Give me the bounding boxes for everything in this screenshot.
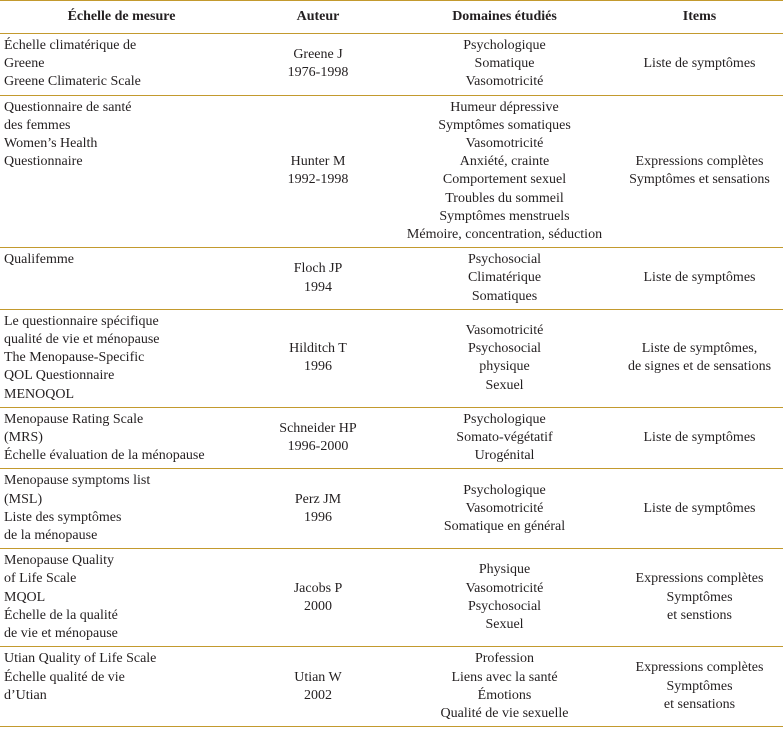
cell-domains-line: Somatiques <box>471 288 538 304</box>
cell-scale-line: of Life Scale <box>4 571 77 587</box>
cell-scale-line: MQOL <box>4 589 46 605</box>
cell-domains-line: Vasomotricité <box>465 136 544 152</box>
cell-domains-line: Vasomotricité <box>465 500 544 516</box>
cell-author <box>243 469 393 549</box>
cell-author-line: 1996 <box>304 509 332 525</box>
cell-scale-line <box>4 190 239 208</box>
table-body <box>0 34 783 727</box>
cell-domains-line: Symptômes menstruels <box>439 208 570 224</box>
cell-scale-line <box>4 269 239 287</box>
cell-domains-line: Comportement sexuel <box>442 172 567 188</box>
cell-scale-line: The Menopause-Specific <box>4 350 145 366</box>
table-row <box>0 549 783 647</box>
cell-items <box>616 647 783 727</box>
table-row <box>0 34 783 96</box>
cell-author-line: 2002 <box>304 687 332 703</box>
cell-domains <box>393 309 616 407</box>
cell-author-line: Hunter M <box>290 154 346 170</box>
cell-domains <box>393 407 616 469</box>
cell-domains-line: Liens avec la santé <box>451 669 558 685</box>
cell-scale-line: Questionnaire de santé <box>4 99 132 115</box>
cell-domains-line: physique <box>479 359 530 375</box>
cell-domains-line: Somatique en général <box>443 518 566 534</box>
cell-items-line: Liste de symptômes <box>643 270 756 286</box>
cell-domains-line: Qualité de vie sexuelle <box>440 705 569 721</box>
cell-author <box>243 309 393 407</box>
cell-scale-line: Échelle qualité de vie <box>4 669 125 685</box>
cell-author-line: Greene J <box>293 47 343 63</box>
cell-items-line: Liste de symptômes <box>643 500 756 516</box>
cell-scale <box>0 407 243 469</box>
cell-author-line: 1976-1998 <box>287 65 349 81</box>
cell-author-line: Jacobs P <box>293 580 343 596</box>
cell-scale-line <box>4 226 239 244</box>
cell-items-line: et sensations <box>663 696 736 712</box>
cell-scale <box>0 95 243 248</box>
cell-domains-line: Psychologique <box>463 411 546 427</box>
cell-domains <box>393 647 616 727</box>
cell-scale-line: Utian Quality of Life Scale <box>4 651 157 667</box>
cell-scale <box>0 309 243 407</box>
cell-scale <box>0 248 243 310</box>
cell-items-line: Expressions complètes <box>635 154 764 170</box>
cell-author <box>243 549 393 647</box>
cell-scale-line: Questionnaire <box>4 154 83 170</box>
cell-domains-line: Anxiété, crainte <box>459 154 550 170</box>
cell-domains-line: Psychosocial <box>467 252 542 268</box>
header-author: Auteur <box>243 1 393 34</box>
cell-items <box>616 309 783 407</box>
cell-domains-line: Troubles du sommeil <box>445 190 564 206</box>
cell-scale-line: Menopause Quality <box>4 553 115 569</box>
cell-author-line: Utian W <box>294 669 342 685</box>
cell-items <box>616 248 783 310</box>
cell-scale-line: Qualifemme <box>4 252 74 268</box>
cell-domains-line: Profession <box>474 651 535 667</box>
cell-scale-line: Women’s Health <box>4 136 98 152</box>
cell-items-line: et senstions <box>667 607 732 623</box>
cell-scale-line: d’Utian <box>4 687 47 703</box>
cell-scale <box>0 549 243 647</box>
cell-scale <box>0 647 243 727</box>
cell-scale <box>0 469 243 549</box>
cell-items <box>616 34 783 96</box>
cell-author-line: Floch JP <box>293 261 343 277</box>
cell-domains-line: Psychosocial <box>467 341 542 357</box>
cell-scale-line <box>4 705 239 723</box>
cell-items-line: Expressions complètes <box>635 660 764 676</box>
cell-author-line: 1996-2000 <box>287 439 349 455</box>
cell-scale-line: Échelle évaluation de la ménopause <box>4 448 205 464</box>
cell-author <box>243 248 393 310</box>
header-items: Items <box>616 1 783 34</box>
cell-domains-line: Somatique <box>474 56 535 72</box>
cell-domains-line: Climatérique <box>467 270 542 286</box>
cell-domains-line: Humeur dépressive <box>450 99 559 115</box>
cell-items-line: Symptômes <box>666 589 733 605</box>
cell-items-line: Liste de symptômes <box>643 56 756 72</box>
header-domains: Domaines étudiés <box>393 1 616 34</box>
cell-items-line: Symptômes <box>666 678 733 694</box>
cell-domains <box>393 248 616 310</box>
cell-domains-line: Sexuel <box>485 616 524 632</box>
cell-domains-line: Émotions <box>477 687 532 703</box>
cell-author-line: 2000 <box>304 598 332 614</box>
cell-scale-line: Échelle de la qualité <box>4 607 118 623</box>
table-row <box>0 309 783 407</box>
cell-items <box>616 469 783 549</box>
cell-author-line: Schneider HP <box>279 420 357 436</box>
cell-domains-line: Vasomotricité <box>465 322 544 338</box>
header-row <box>0 1 783 34</box>
cell-scale-line: MENOQOL <box>4 386 74 402</box>
cell-author <box>243 34 393 96</box>
cell-domains-line: Vasomotricité <box>465 74 544 90</box>
cell-domains-line: Psychologique <box>463 38 546 53</box>
cell-scale-line: Échelle climatérique de <box>4 38 137 53</box>
cell-scale-line: (MRS) <box>4 430 43 446</box>
cell-domains-line: Vasomotricité <box>465 580 544 596</box>
table-header <box>0 1 783 34</box>
cell-author-line: Hilditch T <box>289 341 347 357</box>
table-row <box>0 647 783 727</box>
cell-domains-line: Mémoire, concentration, séduction <box>406 227 603 243</box>
cell-scale-line: Le questionnaire spécifique <box>4 313 159 329</box>
cell-author-line: 1996 <box>304 359 332 375</box>
cell-domains-line: Psychosocial <box>467 598 542 614</box>
table-row <box>0 95 783 248</box>
cell-scale-line <box>4 208 239 226</box>
cell-scale-line: Liste des symptômes <box>4 509 122 525</box>
cell-items-line: Liste de symptômes <box>643 430 756 446</box>
cell-author-line: 1994 <box>304 279 332 295</box>
cell-author <box>243 95 393 248</box>
table-row <box>0 407 783 469</box>
cell-scale-line: (MSL) <box>4 491 43 507</box>
cell-author-line: 1992-1998 <box>287 172 349 188</box>
cell-scale-line: de vie et ménopause <box>4 626 118 642</box>
cell-domains <box>393 549 616 647</box>
cell-domains <box>393 95 616 248</box>
table-row <box>0 469 783 549</box>
cell-author-line: Perz JM <box>294 491 342 507</box>
cell-scale-line: qualité de vie et ménopause <box>4 332 160 348</box>
cell-domains-line: Sexuel <box>485 377 524 393</box>
cell-items-line: de signes et de sensations <box>627 359 772 375</box>
cell-scale-line: Menopause symptoms list <box>4 473 151 489</box>
cell-scale-line <box>4 288 239 306</box>
header-scale: Échelle de mesure <box>0 1 243 34</box>
cell-scale-line: de la ménopause <box>4 528 98 544</box>
cell-scale-line: Greene <box>4 56 45 72</box>
cell-author <box>243 407 393 469</box>
cell-domains-line: Physique <box>478 562 531 578</box>
cell-domains-line: Symptômes somatiques <box>438 117 571 133</box>
cell-items-line: Expressions complètes <box>635 571 764 587</box>
cell-items <box>616 407 783 469</box>
cell-scale-line: Menopause Rating Scale <box>4 411 144 427</box>
table-row <box>0 248 783 310</box>
cell-scale-line <box>4 171 239 189</box>
cell-scale-line: QOL Questionnaire <box>4 368 115 384</box>
cell-scale-line: Greene Climateric Scale <box>4 74 141 90</box>
cell-scale <box>0 34 243 96</box>
cell-domains <box>393 469 616 549</box>
cell-items-line: Liste de symptômes, <box>641 341 758 357</box>
cell-domains-line: Urogénital <box>474 448 535 464</box>
cell-items <box>616 95 783 248</box>
cell-domains-line: Psychologique <box>463 482 546 498</box>
cell-items-line: Symptômes et sensations <box>629 172 770 188</box>
cell-author <box>243 647 393 727</box>
cell-domains-line: Somato-végétatif <box>456 430 553 446</box>
cell-scale-line: des femmes <box>4 117 71 133</box>
cell-domains <box>393 34 616 96</box>
cell-items <box>616 549 783 647</box>
